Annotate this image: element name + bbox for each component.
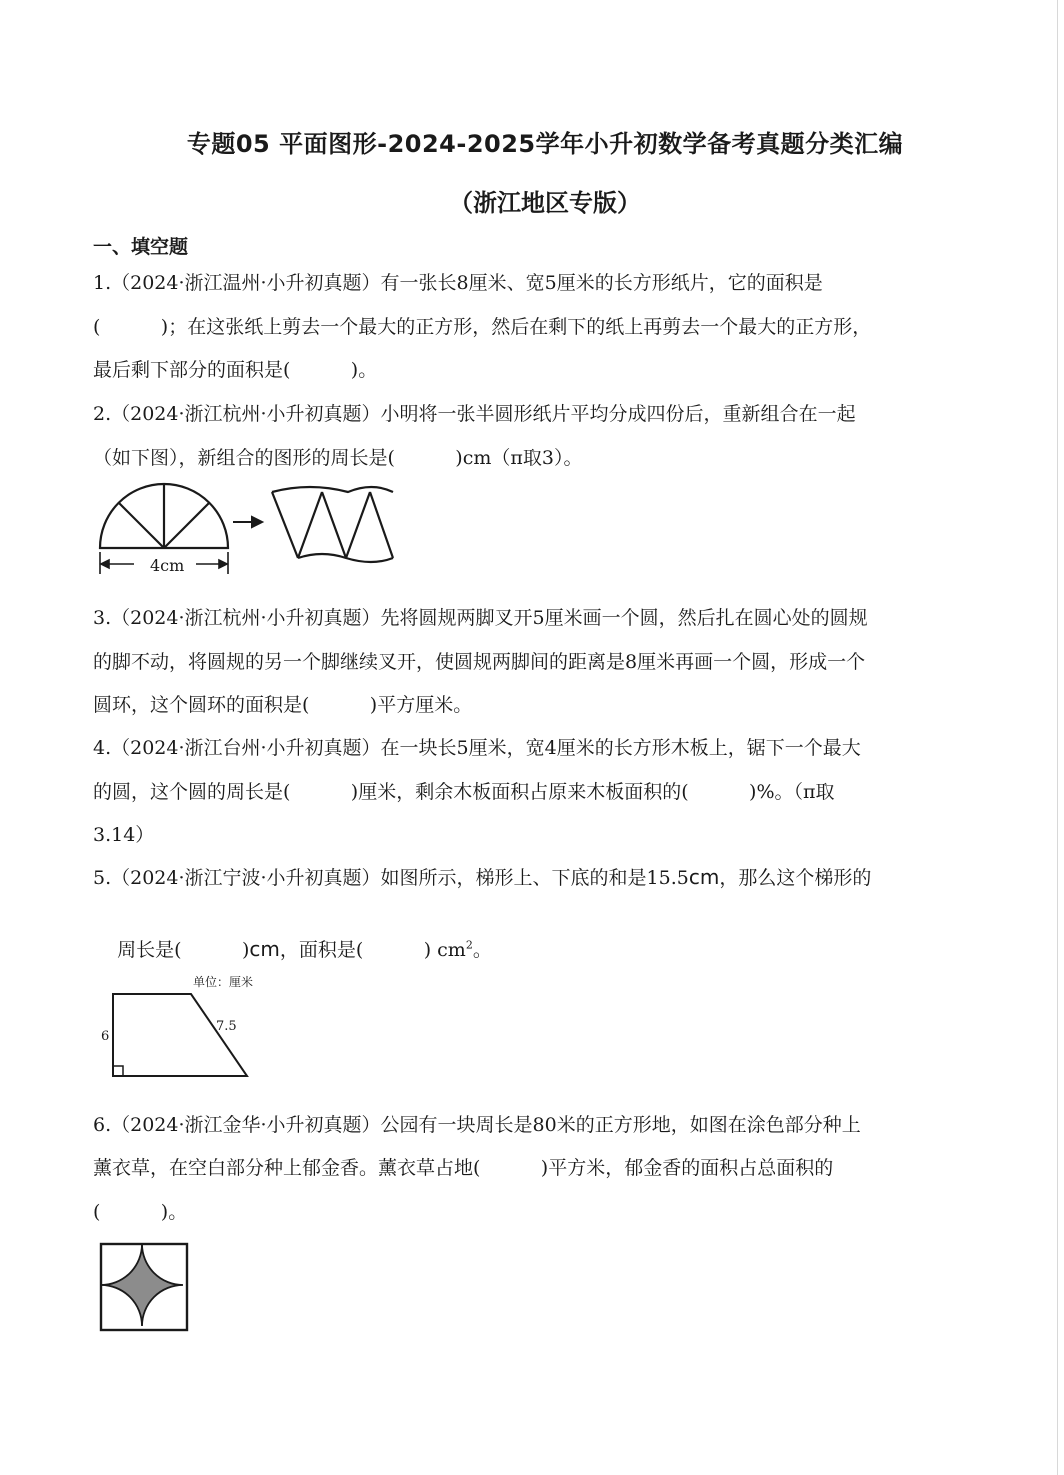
q6-line3: ( )。: [93, 1201, 188, 1223]
q5-line2-mid: ，面积是( ) cm: [279, 939, 466, 961]
right-angle-mark: [113, 1066, 123, 1076]
q1-line3: 最后剩下部分的面积是( )。: [93, 359, 378, 381]
unit-label: 单位：厘米: [193, 975, 254, 989]
q6-line2: 薰衣草，在空白部分种上郁金香。薰衣草占地( )平方米，郁金香的面积占总面积的: [93, 1157, 834, 1179]
q5-line1: [93, 863, 871, 890]
q1-line2: ( )；在这张纸上剪去一个最大的正方形，然后在剩下的纸上再剪去一个最大的正方形，: [93, 316, 872, 338]
height-label: 6: [101, 1029, 110, 1044]
q5-figure: [95, 970, 275, 1085]
q4-line2: 的圆，这个圆的周长是( )厘米，剩余木板面积占原来木板面积的( )%。（π取: [93, 781, 835, 803]
q6-figure: [98, 1241, 192, 1335]
q5-line1-text: 5.（2024·浙江宁波·小升初真题）如图所示，梯形上、下底的和是15.5: [93, 867, 689, 889]
section-heading: 一、填空题: [93, 236, 189, 258]
q2-line1: 2.（2024·浙江杭州·小升初真题）小明将一张半圆形纸片平均分成四份后，重新组合在一起: [93, 403, 856, 425]
q3-line1: 3.（2024·浙江杭州·小升初真题）先将圆规两脚叉开5厘米画一个圆，然后扎在圆心处的圆规: [93, 607, 868, 629]
semicircle-figure: [100, 484, 228, 548]
q4-line3: 3.14）: [93, 824, 155, 846]
shaded-region: [101, 1244, 183, 1326]
q5-unit-cm: cm: [688, 865, 720, 889]
trapezoid-shape: [113, 994, 247, 1076]
q5-line2-text: 周长是( ): [117, 939, 250, 961]
q2-figure: [90, 480, 410, 580]
page-title: 专题05 平面图形-2024-2025学年小升初数学备考真题分类汇编: [186, 130, 904, 158]
slant-label: 7.5: [216, 1019, 237, 1034]
q5-line2-end: 。: [472, 939, 492, 961]
page-edge: [1057, 0, 1058, 1475]
q5-unit-cm-2: cm: [249, 937, 280, 961]
rearranged-figure: [272, 487, 393, 562]
arrow-icon: [233, 517, 262, 527]
q5-superscript: 2: [465, 938, 473, 952]
q6-line1: 6.（2024·浙江金华·小升初真题）公园有一块周长是80米的正方形地，如图在涂色部分种上: [93, 1114, 861, 1136]
q1-line1: 1.（2024·浙江温州·小升初真题）有一张长8厘米、宽5厘米的长方形纸片，它的面积是: [93, 272, 823, 294]
dimension-label: 4cm: [150, 556, 185, 575]
page-subtitle: （浙江地区专版）: [449, 189, 641, 217]
q2-line2: （如下图），新组合的图形的周长是( )cm（π取3）。: [93, 447, 583, 469]
q5-line1-end: ，那么这个梯形的: [719, 867, 872, 889]
q3-line2: 的脚不动，将圆规的另一个脚继续叉开，使圆规两脚间的距离是8厘米再画一个圆，形成一个: [93, 651, 866, 673]
q4-line1: 4.（2024·浙江台州·小升初真题）在一块长5厘米，宽4厘米的长方形木板上，锯下一个最大: [93, 737, 861, 759]
q3-line3: 圆环，这个圆环的面积是( )平方厘米。: [93, 694, 473, 716]
